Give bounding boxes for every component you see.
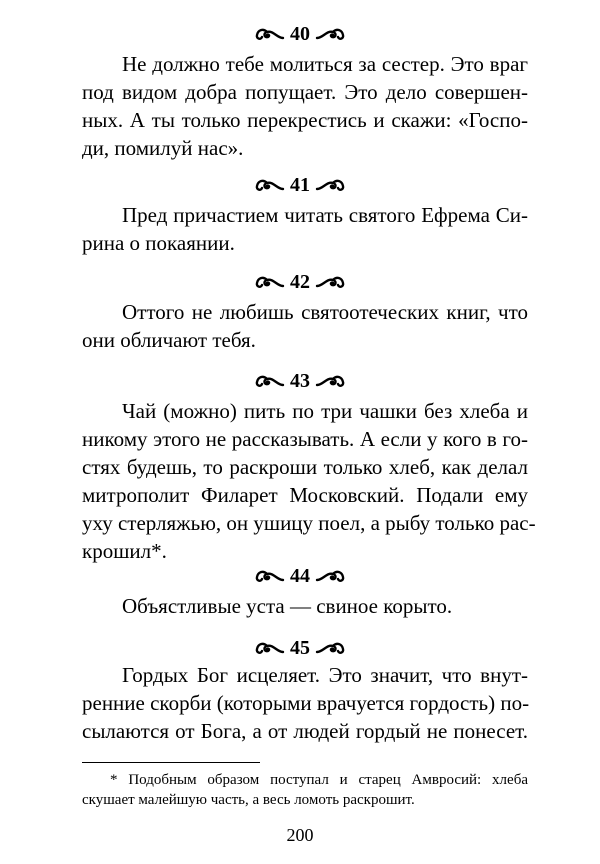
section-number: 44 bbox=[290, 565, 310, 587]
left-fleuron-icon bbox=[255, 177, 285, 193]
section-heading-44 bbox=[0, 564, 600, 588]
paragraph-44 bbox=[82, 592, 528, 620]
paragraph-line: крошил*. bbox=[82, 539, 167, 563]
section-heading-42 bbox=[0, 270, 600, 294]
section-heading-40 bbox=[0, 22, 600, 46]
paragraph-line: ных. А ты только перекрестись и скажи: «Госпо- bbox=[82, 108, 528, 132]
right-fleuron-icon bbox=[315, 373, 345, 389]
section-heading-45 bbox=[0, 636, 600, 660]
left-fleuron-icon bbox=[255, 26, 285, 42]
paragraph-line: сылаются от Бога, а от людей гордый не понесет. bbox=[82, 719, 528, 743]
paragraph-43 bbox=[82, 397, 536, 565]
right-fleuron-icon bbox=[315, 568, 345, 584]
right-fleuron-icon bbox=[315, 640, 345, 656]
paragraph-line: Пред причастием читать святого Ефрема Си- bbox=[122, 203, 528, 227]
paragraph-line: ренние скорби (которыми врачуется гордость) по- bbox=[82, 691, 530, 715]
left-fleuron-icon bbox=[255, 568, 285, 584]
paragraph-line: митрополит Филарет Московский. Подали ему bbox=[82, 483, 528, 507]
footnote bbox=[82, 770, 528, 810]
paragraph-line: Гордых Бог исцеляет. Это значит, что внут- bbox=[122, 663, 528, 687]
page-number: 200 bbox=[286, 825, 314, 845]
paragraph-line: Не должно тебе молиться за сестер. Это враг bbox=[122, 52, 528, 76]
left-fleuron-icon bbox=[255, 640, 285, 656]
right-fleuron-icon bbox=[315, 26, 345, 42]
paragraph-line: ди, помилуй нас». bbox=[82, 136, 244, 160]
section-number: 42 bbox=[290, 271, 310, 293]
paragraph-line: стях будешь, то раскроши только хлеб, как делал bbox=[82, 455, 528, 479]
section-number: 45 bbox=[290, 637, 310, 659]
paragraph-line: Чай (можно) пить по три чашки без хлеба и bbox=[122, 399, 528, 423]
left-fleuron-icon bbox=[255, 274, 285, 290]
section-number: 41 bbox=[290, 174, 310, 196]
section-heading-43 bbox=[0, 369, 600, 393]
paragraph-40 bbox=[82, 50, 528, 162]
section-number: 43 bbox=[290, 370, 310, 392]
right-fleuron-icon bbox=[315, 274, 345, 290]
paragraph-line: рина о покаянии. bbox=[82, 231, 235, 255]
section-number: 40 bbox=[290, 23, 310, 45]
left-fleuron-icon bbox=[255, 373, 285, 389]
section-heading-41 bbox=[0, 173, 600, 197]
footnote-line: скушает малейшую часть, а весь ломоть раскрошит. bbox=[82, 792, 415, 808]
footnote-line: * Подобным образом поступал и старец Амвросий: хлеба bbox=[110, 772, 528, 788]
paragraph-41 bbox=[82, 201, 528, 257]
paragraph-line: они обличают тебя. bbox=[82, 328, 256, 352]
right-fleuron-icon bbox=[315, 177, 345, 193]
paragraph-line: никому этого не рассказывать. А если у кого в го- bbox=[82, 427, 528, 451]
footnote-divider bbox=[82, 762, 260, 763]
paragraph-line: уху стерляжью, он ушицу поел, а рыбу только рас- bbox=[82, 511, 536, 535]
paragraph-line: под видом добра попущает. Это дело совершен- bbox=[82, 80, 528, 104]
paragraph-42 bbox=[82, 298, 528, 354]
paragraph-line: Оттого не любишь святоотеческих книг, что bbox=[122, 300, 528, 324]
paragraph-45 bbox=[82, 661, 528, 745]
paragraph-line: Объястливые уста — свиное корыто. bbox=[122, 594, 453, 618]
